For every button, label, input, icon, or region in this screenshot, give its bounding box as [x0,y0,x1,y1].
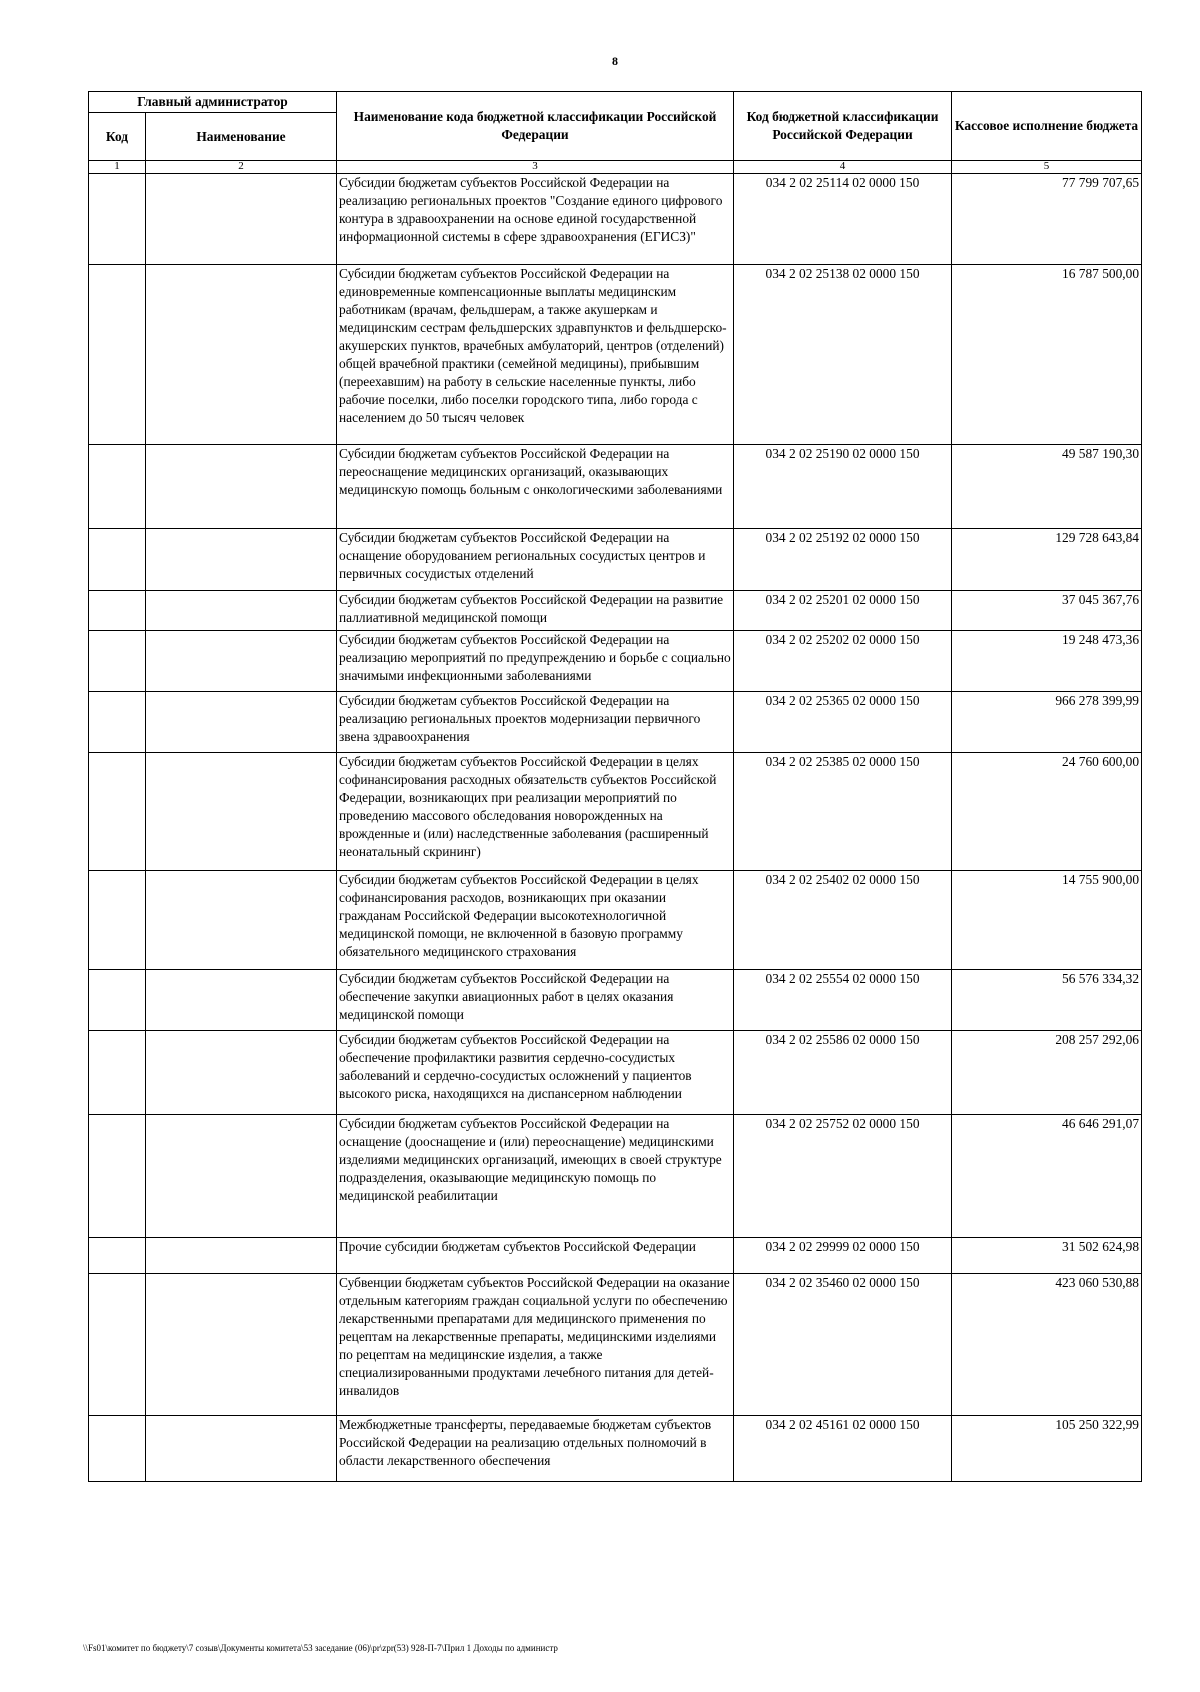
amount-cell: 19 248 473,36 [952,631,1142,692]
admin-name-cell [146,445,337,529]
header-amount: Кассовое исполнение бюджета [952,92,1142,161]
table-row [89,1274,1142,1416]
kbk-name-cell: Субсидии бюджетам субъектов Российской Федерации на оснащение (дооснащение и (или) переоснащение) медицинскими изделиями медицинских организаций, имеющих в своей структуре подразделения, оказывающие медицинскую помощь по медицинской реабилитации [337,1115,734,1238]
column-number: 4 [734,161,952,174]
admin-name-cell [146,1115,337,1238]
admin-name-cell [146,174,337,265]
table-row [89,753,1142,871]
amount-cell: 56 576 334,32 [952,970,1142,1031]
header-admin-code: Код [89,113,146,161]
amount-cell: 49 587 190,30 [952,445,1142,529]
budget-revenue-table [88,91,1142,1482]
kbk-name-cell: Субсидии бюджетам субъектов Российской Федерации на оснащение оборудованием региональных сосудистых центров и первичных сосудистых отделений [337,529,734,591]
admin-code-cell [89,445,146,529]
table-row [89,1238,1142,1274]
kbk-code-cell: 034 2 02 25190 02 0000 150 [734,445,952,529]
admin-code-cell [89,591,146,631]
kbk-name-cell: Субвенции бюджетам субъектов Российской Федерации на оказание отдельным категориям граждан социальной услуги по обеспечению лекарственными препаратами для медицинского применения по рецептам на лекарственные препараты, медицинскими изделиями по рецептам на медицинские изделия, а также специализированными продуктами лечебного питания для детей-инвалидов [337,1274,734,1416]
amount-cell: 77 799 707,65 [952,174,1142,265]
admin-code-cell [89,631,146,692]
admin-name-cell [146,591,337,631]
table-row [89,692,1142,753]
admin-code-cell [89,692,146,753]
kbk-name-cell: Субсидии бюджетам субъектов Российской Федерации в целях софинансирования расходов, возникающих при оказании гражданам Российской Федерации высокотехнологичной медицинской помощи, не включенной в базовую программу обязательного медицинского страхования [337,871,734,970]
admin-name-cell [146,265,337,445]
admin-code-cell [89,265,146,445]
kbk-code-cell: 034 2 02 25586 02 0000 150 [734,1031,952,1115]
admin-code-cell [89,174,146,265]
kbk-name-cell: Субсидии бюджетам субъектов Российской Федерации на развитие паллиативной медицинской помощи [337,591,734,631]
admin-name-cell [146,1274,337,1416]
admin-code-cell [89,1274,146,1416]
amount-cell: 46 646 291,07 [952,1115,1142,1238]
admin-name-cell [146,631,337,692]
kbk-code-cell: 034 2 02 25554 02 0000 150 [734,970,952,1031]
amount-cell: 966 278 399,99 [952,692,1142,753]
table-row [89,970,1142,1031]
kbk-code-cell: 034 2 02 29999 02 0000 150 [734,1238,952,1274]
kbk-code-cell: 034 2 02 25752 02 0000 150 [734,1115,952,1238]
admin-code-cell [89,753,146,871]
kbk-code-cell: 034 2 02 45161 02 0000 150 [734,1416,952,1482]
kbk-name-cell: Субсидии бюджетам субъектов Российской Федерации на единовременные компенсационные выплаты медицинским работникам (врачам, фельдшерам, а также акушеркам и медицинским сестрам фельдшерских здравпунктов и фельдшерско-акушерских пунктов, врачебных амбулаторий, центров (отделений) общей врачебной практики (семейной медицины), прибывшим (переехавшим) на работу в сельские населенные пункты, либо рабочие поселки, либо поселки городского типа, либо города с населением до 50 тысяч человек [337,265,734,445]
header-admin-name: Наименование [146,113,337,161]
table-row [89,529,1142,591]
table-row [89,265,1142,445]
admin-code-cell [89,871,146,970]
admin-code-cell [89,1031,146,1115]
amount-cell: 31 502 624,98 [952,1238,1142,1274]
kbk-name-cell: Субсидии бюджетам субъектов Российской Федерации на реализацию региональных проектов "Создание единого цифрового контура в здравоохранении на основе единой государственной информационной системы в сфере здравоохранения (ЕГИСЗ)" [337,174,734,265]
kbk-name-cell: Субсидии бюджетам субъектов Российской Федерации на обеспечение профилактики развития сердечно-сосудистых заболеваний и сердечно-сосудистых осложнений у пациентов высокого риска, находящихся на диспансерном наблюдении [337,1031,734,1115]
kbk-code-cell: 034 2 02 35460 02 0000 150 [734,1274,952,1416]
kbk-code-cell: 034 2 02 25138 02 0000 150 [734,265,952,445]
amount-cell: 14 755 900,00 [952,871,1142,970]
admin-name-cell [146,753,337,871]
table-row [89,1031,1142,1115]
amount-cell: 208 257 292,06 [952,1031,1142,1115]
kbk-code-cell: 034 2 02 25402 02 0000 150 [734,871,952,970]
kbk-code-cell: 034 2 02 25192 02 0000 150 [734,529,952,591]
table-row [89,1416,1142,1482]
kbk-code-cell: 034 2 02 25201 02 0000 150 [734,591,952,631]
header-kbk-code: Код бюджетной классификации Российской Федерации [734,92,952,161]
amount-cell: 37 045 367,76 [952,591,1142,631]
admin-code-cell [89,529,146,591]
column-number: 5 [952,161,1142,174]
column-number: 3 [337,161,734,174]
page-number: 8 [612,54,618,68]
amount-cell: 16 787 500,00 [952,265,1142,445]
footer-file-path: \\Fs01\комитет по бюджету\7 созыв\Документы комитета\53 заседание (06)\pr\zpr(53) 928-П-7\Прил 1 Доходы по администр [83,1643,558,1653]
kbk-code-cell: 034 2 02 25202 02 0000 150 [734,631,952,692]
table-row [89,591,1142,631]
admin-name-cell [146,970,337,1031]
table-row [89,631,1142,692]
kbk-name-cell: Прочие субсидии бюджетам субъектов Российской Федерации [337,1238,734,1274]
amount-cell: 129 728 643,84 [952,529,1142,591]
column-number: 2 [146,161,337,174]
header-main-administrator: Главный администратор [89,92,337,113]
kbk-code-cell: 034 2 02 25365 02 0000 150 [734,692,952,753]
table-row [89,174,1142,265]
admin-code-cell [89,970,146,1031]
kbk-name-cell: Субсидии бюджетам субъектов Российской Федерации на переоснащение медицинских организаций, оказывающих медицинскую помощь больным с онкологическими заболеваниями [337,445,734,529]
amount-cell: 105 250 322,99 [952,1416,1142,1482]
admin-name-cell [146,692,337,753]
amount-cell: 24 760 600,00 [952,753,1142,871]
kbk-code-cell: 034 2 02 25114 02 0000 150 [734,174,952,265]
admin-name-cell [146,529,337,591]
kbk-code-cell: 034 2 02 25385 02 0000 150 [734,753,952,871]
admin-name-cell [146,1031,337,1115]
admin-name-cell [146,1416,337,1482]
table-row [89,445,1142,529]
kbk-name-cell: Субсидии бюджетам субъектов Российской Федерации на обеспечение закупки авиационных работ в целях оказания медицинской помощи [337,970,734,1031]
admin-code-cell [89,1416,146,1482]
table-row [89,1115,1142,1238]
admin-code-cell [89,1238,146,1274]
kbk-name-cell: Субсидии бюджетам субъектов Российской Федерации на реализацию мероприятий по предупреждению и борьбе с социально значимыми инфекционными заболеваниями [337,631,734,692]
admin-name-cell [146,1238,337,1274]
admin-name-cell [146,871,337,970]
header-kbk-name: Наименование кода бюджетной классификации Российской Федерации [337,92,734,161]
kbk-name-cell: Субсидии бюджетам субъектов Российской Федерации в целях софинансирования расходных обязательств субъектов Российской Федерации, возникающих при реализации мероприятий по проведению массового обследования новорожденных на врожденные и (или) наследственные заболевания (расширенный неонатальный скрининг) [337,753,734,871]
column-numbers-row [89,161,1142,174]
column-number: 1 [89,161,146,174]
kbk-name-cell: Субсидии бюджетам субъектов Российской Федерации на реализацию региональных проектов модернизации первичного звена здравоохранения [337,692,734,753]
amount-cell: 423 060 530,88 [952,1274,1142,1416]
admin-code-cell [89,1115,146,1238]
kbk-name-cell: Межбюджетные трансферты, передаваемые бюджетам субъектов Российской Федерации на реализацию отдельных полномочий в области лекарственного обеспечения [337,1416,734,1482]
table-row [89,871,1142,970]
